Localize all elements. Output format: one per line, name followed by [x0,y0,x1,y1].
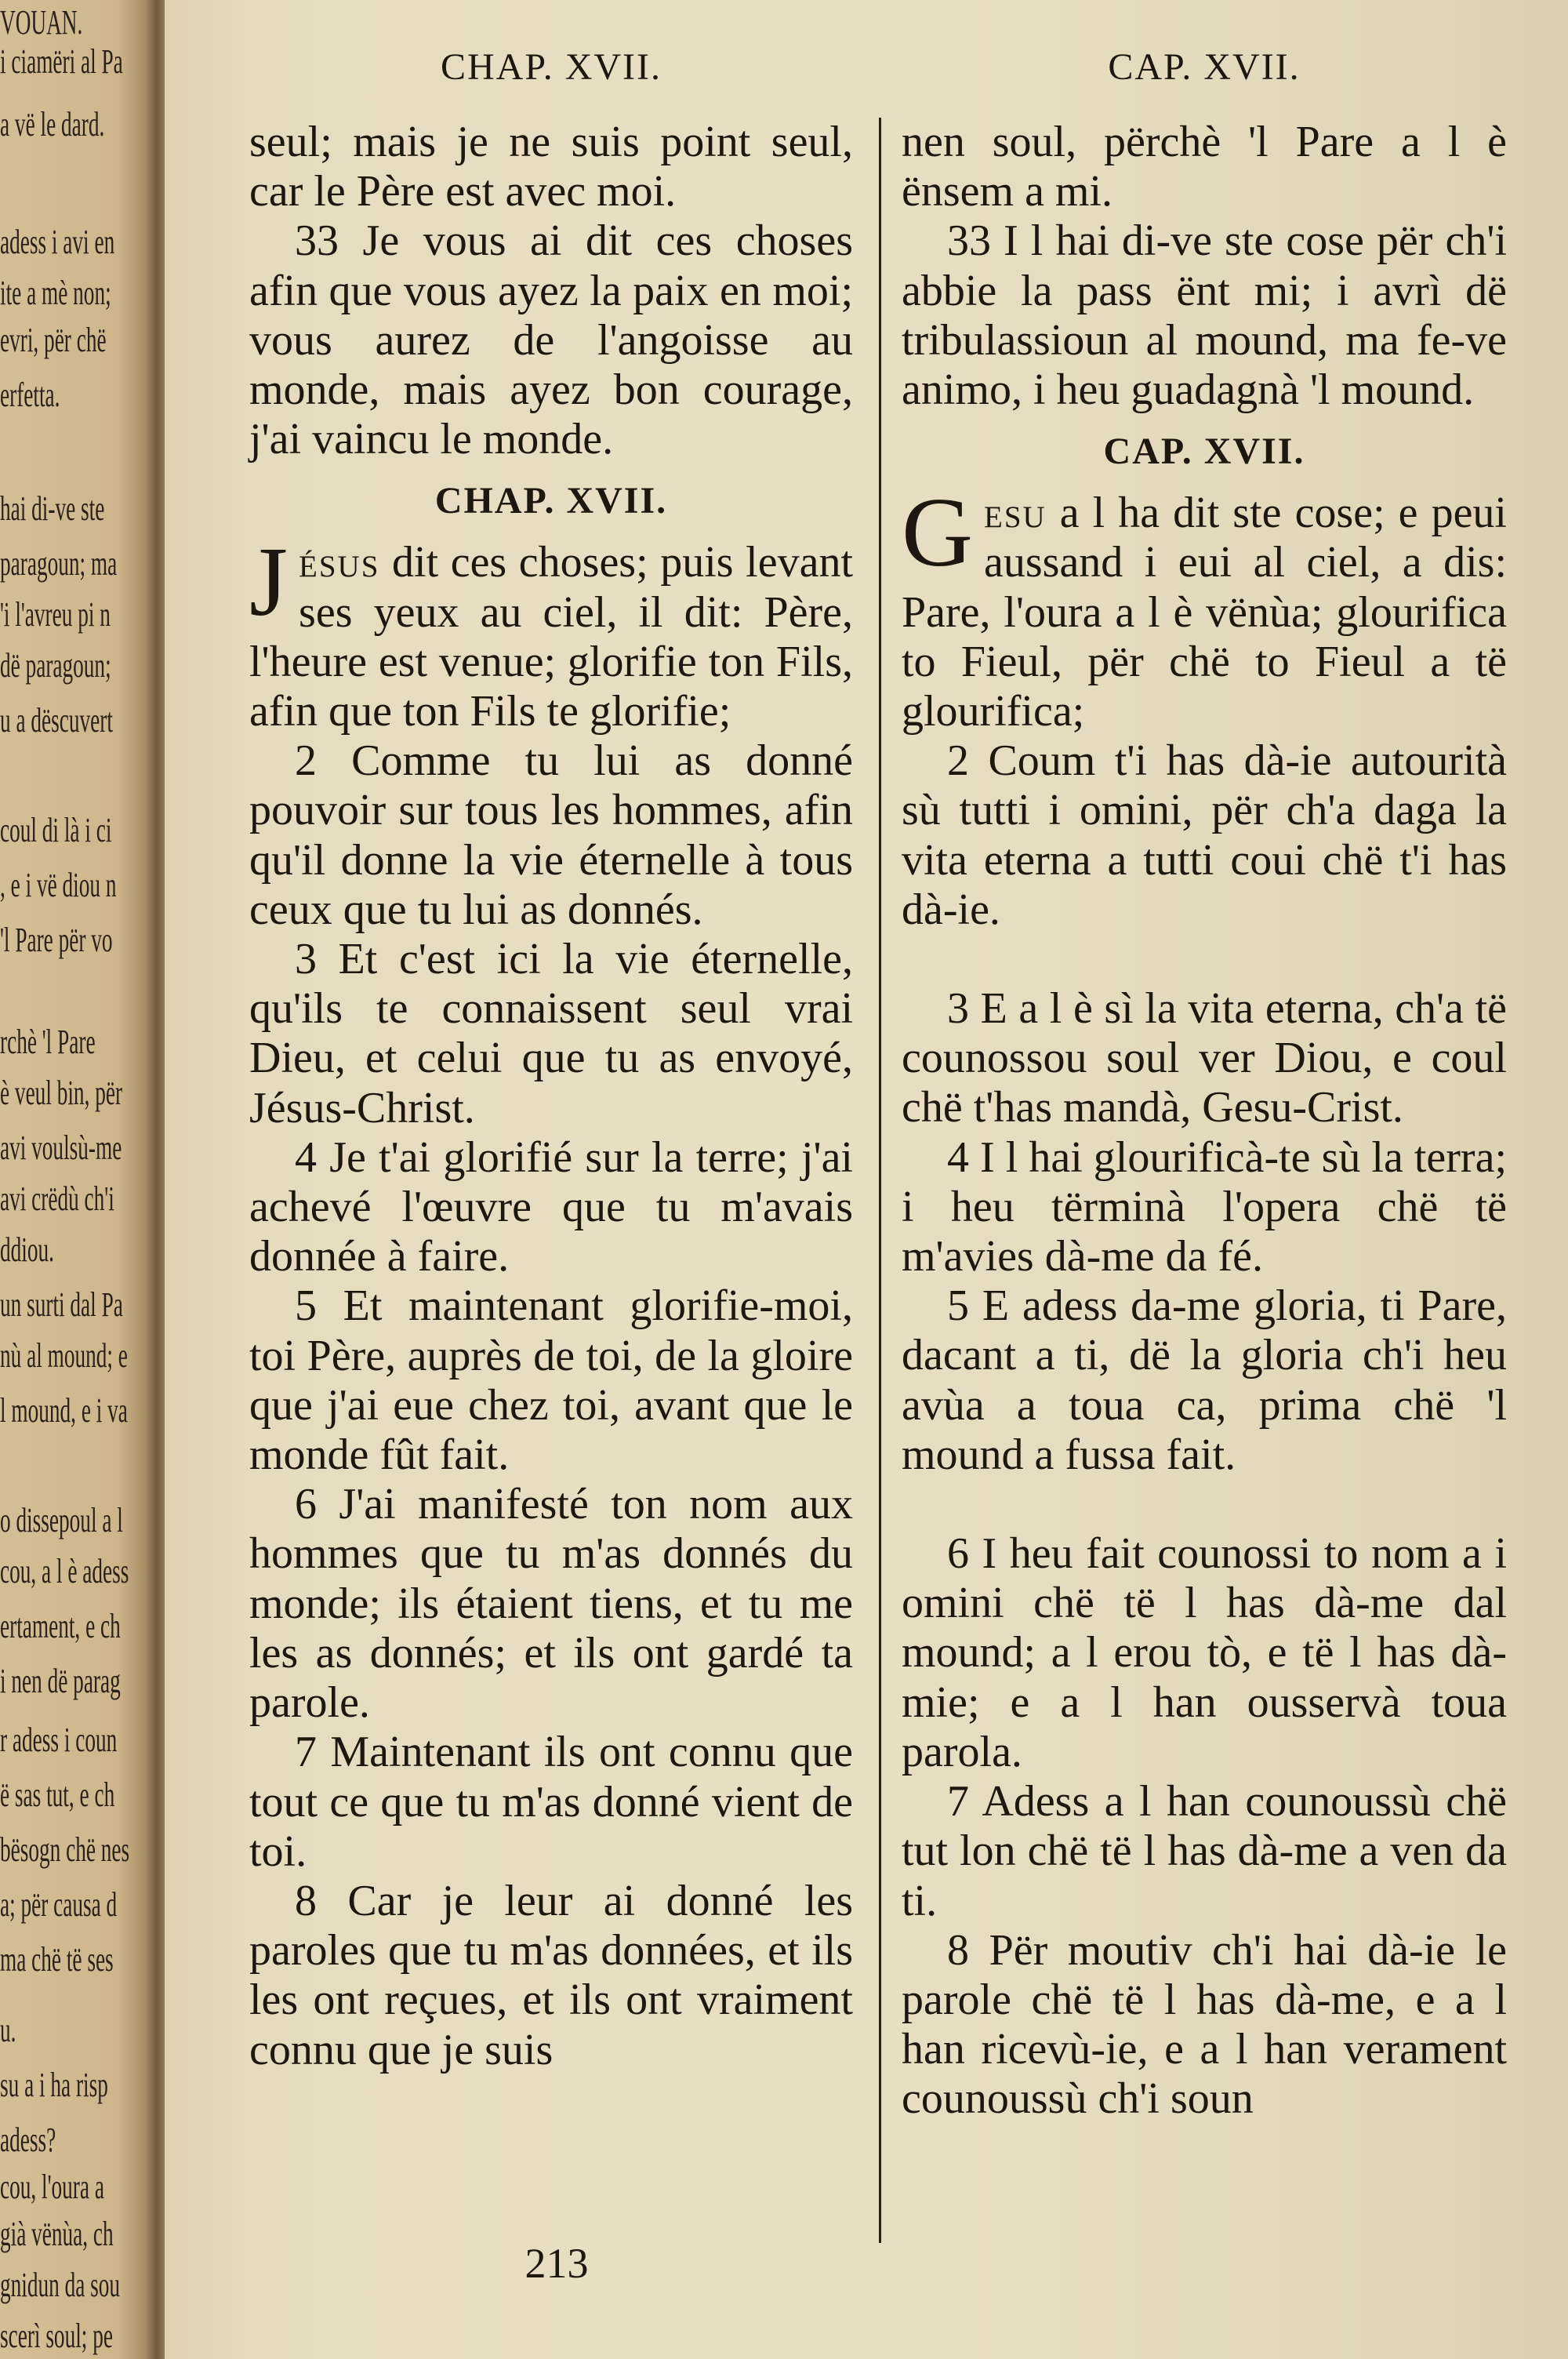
piedmontese-column [902,118,1507,2125]
adjacent-page-line: i nen dë parag [0,1662,121,1700]
piedmontese-verse-2: 2 Coum t'i has dà-ie autourità sù tutti i omini, për ch'a daga la vita eterna a tutti coui chë t'i has dà-ie. [902,736,1507,934]
piedmontese-running-header: CAP. XVII. [1108,46,1301,88]
adjacent-page-line: scerì soul; pe [0,2317,113,2355]
adjacent-page-line: cou, l'oura a [0,2168,104,2206]
french-verse-4: 4 Je t'ai glorifié sur la terre; j'ai achevé l'œuvre que tu m'avais donnée à faire. [249,1132,853,1281]
adjacent-page-line: a; për causa d [0,1885,118,1924]
piedmontese-verse-33: 33 I l hai di-ve ste cose për ch'i abbie la pass ënt mi; i avrì dë tribulassioun al mound, ma fe-ve animo, i heu guadagnà 'l mound. [902,216,1507,415]
french-verse-33: 33 Je vous ai dit ces choses afin que vous ayez la paix en moi; vous aurez de l'angoisse au monde, mais ayez bon courage, j'ai vaincu le monde. [249,216,853,464]
adjacent-page-line: 'i l'avreu pi n [0,595,111,634]
adjacent-page-line: un surti dal Pa [0,1285,123,1324]
adjacent-page-line: già vënùa, ch [0,2215,114,2253]
adjacent-page-line: evri, për chë [0,321,107,359]
adjacent-page-line: ite a mè non; [0,274,111,312]
adjacent-page-line: VOUAN. [0,3,83,42]
piedmontese-chapter-title: CAP. XVII. [1103,431,1305,473]
adjacent-page-line: erfetta. [0,376,60,414]
french-verse-8: 8 Car je leur ai donné les paroles que tu m'as données, et ils les ont reçues, et ils ont vraiment connu que je suis [249,1876,853,2074]
adjacent-page-line: u a dëscuvert [0,701,113,740]
column-divider [879,118,881,2243]
adjacent-page-line: u. [0,2011,16,2049]
adjacent-page-line: adess? [0,2121,56,2159]
adjacent-page-line: ë sas tut, e ch [0,1776,115,1814]
french-verse-1 [249,528,853,736]
adjacent-page-line: ddiou. [0,1230,54,1269]
french-column [249,118,853,2075]
page-number: 213 [524,2240,589,2287]
adjacent-page-line: a vë le dard. [0,105,105,144]
french-intro-text: seul; mais je ne suis point seul, car le Père est avec moi. [249,118,853,216]
adjacent-page-line: o dissepoul a l [0,1501,123,1539]
piedmontese-verse-1-smallcaps: esu [984,489,1047,538]
piedmontese-verse-5: 5 E adess da-me gloria, ti Pare, dacant a ti, dë la gloria ch'i heu avùa a toua ca, prima chë 'l mound a fussa fait. [902,1281,1507,1479]
adjacent-page-line: ertament, e ch [0,1607,121,1645]
adjacent-page-line: avi voulsù-me [0,1129,122,1167]
adjacent-page-line: è veul bin, për [0,1074,123,1112]
french-drop-cap: J [249,528,289,638]
adjacent-page-line: , e i vë diou n [0,866,117,904]
adjacent-page-line: cou, a l è adess [0,1552,129,1590]
french-running-header: CHAP. XVII. [440,46,662,88]
adjacent-page-line: i ciamëri al Pa [0,42,123,81]
adjacent-page-line: 'l Pare për vo [0,921,113,959]
adjacent-page-line: su a i ha risp [0,2066,108,2104]
adjacent-page-line: bësogn chë nes [0,1830,130,1869]
piedmontese-verse-3: 3 E a l è sì la vita eterna, ch'a të counossou soul ver Diou, e coul chë t'has mandà, Gesu-Crist. [902,984,1507,1132]
piedmontese-intro-text: nen soul, përchè 'l Pare a l è ënsem a mi. [902,118,1507,216]
adjacent-page-line: paragoun; ma [0,544,118,583]
adjacent-page-strip [0,0,165,2359]
adjacent-page-line: dë paragoun; [0,646,111,685]
adjacent-page-line: nù al mound; e [0,1336,128,1375]
french-verse-3: 3 Et c'est ici la vie éternelle, qu'ils te connaissent seul vrai Dieu, et celui que tu as envoyé, Jésus-Christ. [249,935,853,1132]
french-chapter-title: CHAP. XVII. [434,480,668,522]
adjacent-page-line: l mound, e i va [0,1391,128,1430]
french-verse-6: 6 J'ai manifesté ton nom aux hommes que tu m'as donnés du monde; ils étaient tiens, et tu me les as donnés; et ils ont gardé ta parole. [249,1480,853,1728]
french-verse-1-text: dit ces choses; puis levant ses yeux au ciel, il dit: Père, l'heure est venue; glorifie ton Fils, afin que ton Fils te glorifie; [249,538,853,736]
piedmontese-drop-cap: G [902,478,973,588]
piedmontese-verse-8: 8 Për moutiv ch'i hai dà-ie le parole chë të l has dà-me, e a l han ricevù-ie, e a l han verament counoussù ch'i soun [902,1925,1507,2124]
piedmontese-verse-4: 4 I l hai glourificà-te sù la terra; i heu tërminà l'opera chë të m'avies dà-me da fé. [902,1132,1507,1281]
french-verse-7: 7 Maintenant ils ont connu que tout ce que tu m'as donné vient de toi. [249,1728,853,1876]
adjacent-page-line: hai di-ve ste [0,489,105,528]
verse-spacer [902,935,1507,984]
french-verse-1-smallcaps: ésus [299,538,380,587]
adjacent-page-line: avi crëdù ch'i [0,1180,114,1218]
adjacent-page-line: r adess i coun [0,1721,118,1759]
adjacent-page-line: coul di là i ci [0,811,112,849]
adjacent-page-line: adess i avi en [0,223,115,261]
verse-spacer [902,1480,1507,1529]
piedmontese-verse-6: 6 I heu fait counossi to nom a i omini chë të l has dà-me dal mound; a l erou tò, e të l has dà-mie; e a l han ousservà toua parola. [902,1529,1507,1776]
adjacent-page-line: rchè 'l Pare [0,1023,96,1061]
piedmontese-verse-1-text: a l ha dit ste cose; e peui aussand i eui al ciel, a dis: Pare, l'oura a l è vënùa; glourifica to Fieul, për chë to Fieul a të glourifica; [902,489,1507,736]
french-verse-5: 5 Et maintenant glorifie-moi, toi Père, auprès de toi, de la gloire que j'ai eue chez toi, avant que le monde fût fait. [249,1281,853,1480]
adjacent-page-line: ma chë të ses [0,1940,114,1979]
adjacent-page-line: gnidun da sou [0,2266,121,2304]
piedmontese-verse-7: 7 Adess a l han counoussù chë tut lon chë të l has dà-me a ven da ti. [902,1777,1507,1925]
piedmontese-verse-1 [902,478,1507,736]
french-verse-2: 2 Comme tu lui as donné pouvoir sur tous les hommes, afin qu'il donne la vie éternelle à tous ceux que tu lui as donnés. [249,736,853,934]
